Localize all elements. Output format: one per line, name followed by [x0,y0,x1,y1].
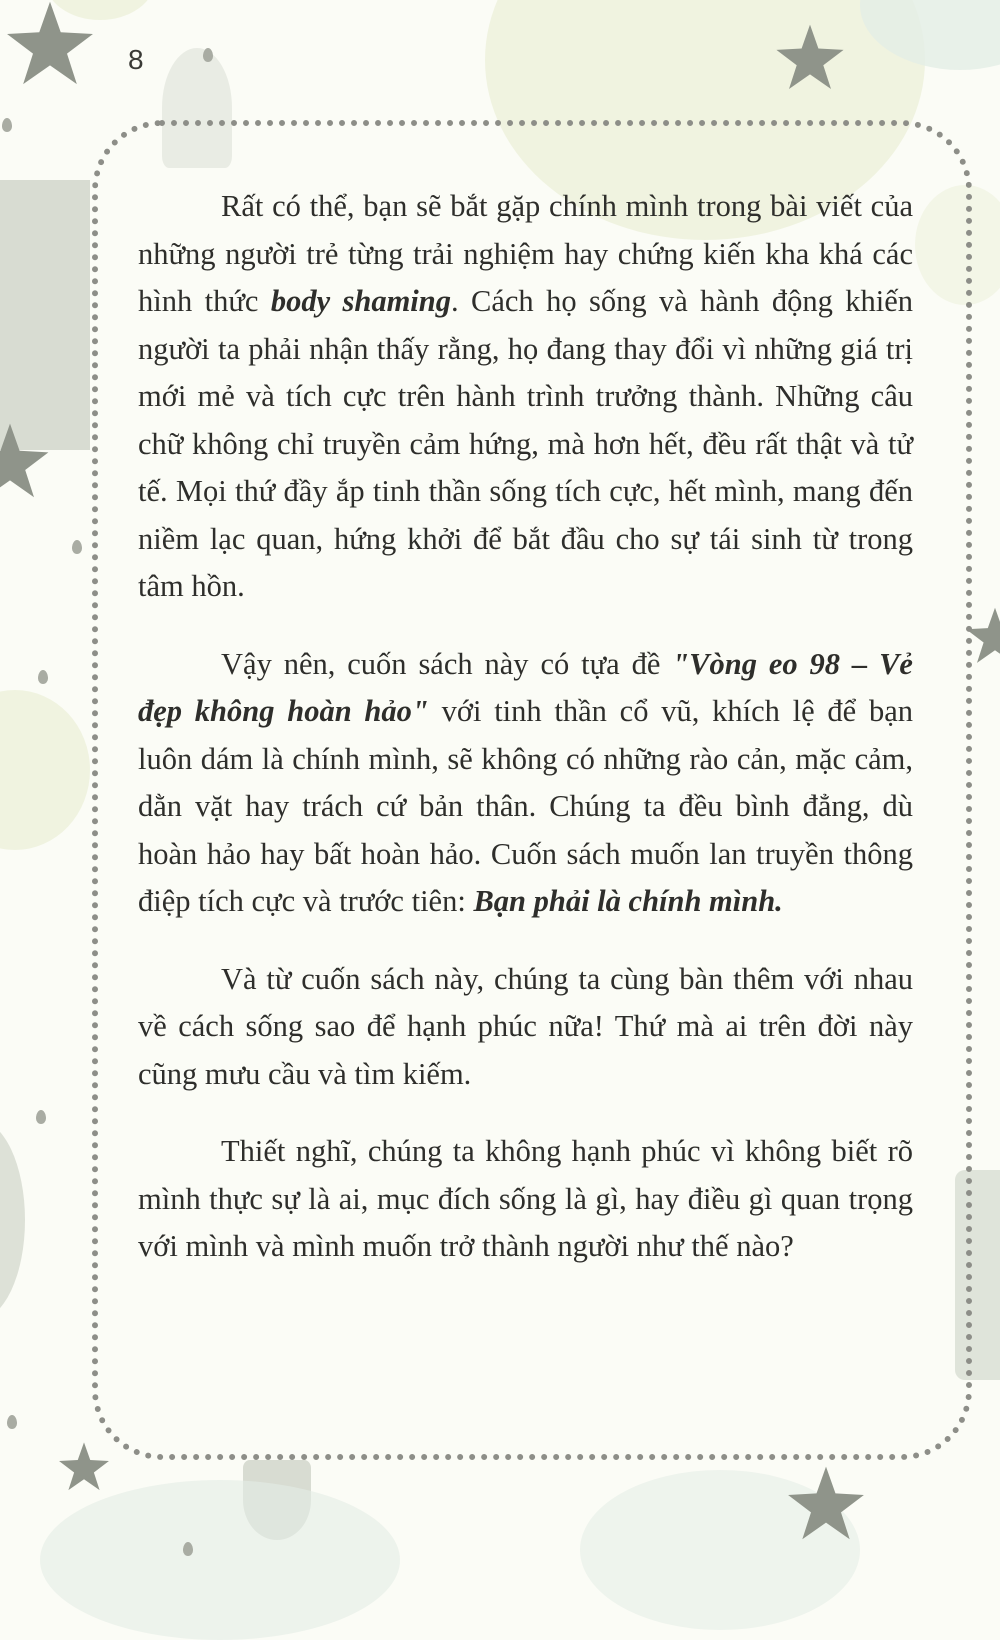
droplet-decoration [183,1542,193,1556]
star-icon [5,0,95,85]
star-icon [780,1465,872,1540]
watercolor-blob [0,180,90,450]
emphasis-term: body shaming [270,284,451,318]
watercolor-blob [0,690,90,850]
star-icon [0,420,50,500]
droplet-decoration [36,1110,46,1124]
paragraph: Và từ cuốn sách này, chúng ta cùng bàn thêm với nhau về cách sống sao để hạnh phúc nữa! Thứ mà ai trên đời này cũng mưu cầu và tìm kiếm. [138,961,913,1091]
star-icon [775,14,845,99]
paragraph: Vậy nên, cuốn sách này có tựa đề "Vòng eo 98 – Vẻ đẹp không hoàn hảo" với tinh thần cổ vũ, khích lệ để bạn luôn dám là chính mình, sẽ không có những rào cản, mặc cảm, dằn vặt hay trách cứ bản thân. Chúng ta đều bình đẳng, dù hoàn hảo hay bất hoàn hảo. Cuốn sách muốn lan truyền thông điệp tích cực và trước tiên: Bạn phải là chính mình. [138,646,913,918]
droplet-decoration [203,48,213,62]
paragraph: Rất có thể, bạn sẽ bắt gặp chính mình trong bài viết của những người trẻ từng trải nghiệm hay chứng kiến kha khá các hình thức body shaming. Cách họ sống và hành động khiến người ta phải nhận thấy rằng, họ đang thay đổi vì những giá trị mới mẻ và tích cực trên hành trình trưởng thành. Những câu chữ không chỉ truyền cảm hứng, mà hơn hết, đều rất thật và tử tế. Mọi thứ đầy ắp tinh thần sống tích cực, hết mình, mang đến niềm lạc quan, hứng khởi để bắt đầu cho sự tái sinh từ trong tâm hồn. [138,189,914,603]
star-icon [58,1430,110,1502]
droplet-decoration [2,118,12,132]
paragraph: Thiết nghĩ, chúng ta không hạnh phúc vì không biết rõ mình thực sự là ai, mục đích sống là gì, hay điều gì quan trọng với mình và mình muốn trở thành người như thế nào? [138,1134,913,1263]
droplet-decoration [7,1415,17,1429]
droplet-decoration [72,540,82,554]
droplet-decoration [38,670,48,684]
page-number: 8 [128,44,144,75]
watercolor-blob [40,1480,400,1640]
emphasis-message: Bạn phải là chính mình. [473,884,783,918]
body-text [138,183,913,1301]
watercolor-blob [0,1120,25,1320]
book-title: "Vòng eo 98 – Vẻ đẹp không hoàn hảo" [138,646,913,728]
